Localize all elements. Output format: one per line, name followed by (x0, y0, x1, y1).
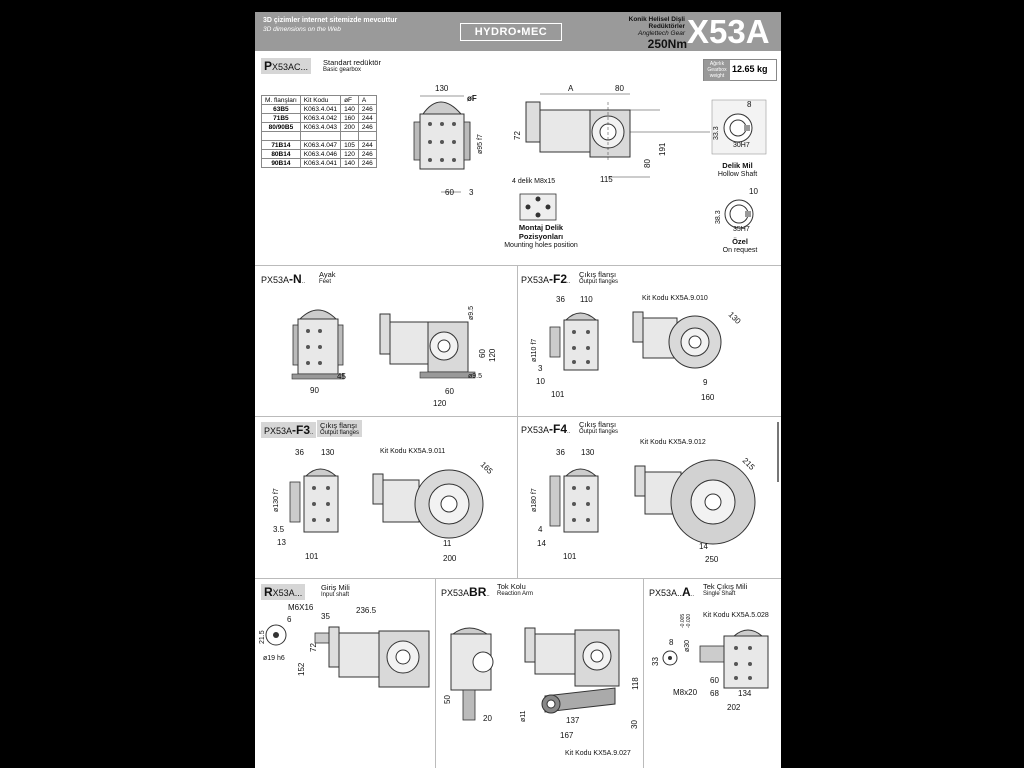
f2-front-drawing (550, 302, 610, 377)
single-dim-8: 8 (669, 638, 674, 647)
table-cell: K063.4.041 (300, 105, 340, 114)
basic-code: X53AC... (272, 62, 309, 72)
basic-title (323, 58, 381, 73)
arm-code: PX53A (441, 588, 470, 598)
table-cell (358, 132, 376, 141)
divider (517, 265, 518, 578)
f2-dim-9: 9 (703, 378, 708, 387)
table-cell: 140 (341, 105, 359, 114)
input-code-label (261, 584, 305, 600)
f4-dim-14b: 14 (699, 542, 708, 551)
f2-dim-36: 36 (556, 295, 565, 304)
type-en: Anglettech Gear (638, 30, 685, 37)
f2-dim-130: 130 (726, 310, 743, 326)
table-cell: 71B5 (262, 114, 301, 123)
basic-side-drawing (510, 82, 680, 192)
feet-dots: .. (301, 279, 306, 285)
type-tr-2: Redüktörler (648, 23, 685, 30)
table-cell: K063.4.046 (300, 150, 340, 159)
table-cell: 160 (341, 114, 359, 123)
table-cell (262, 132, 301, 141)
mounting-holes-drawing (518, 192, 558, 222)
f3-suffix: -F3 (292, 423, 311, 437)
hollow-dim-33: 33.3 (713, 126, 720, 140)
feet-dim-o95b: ø9.5 (468, 373, 483, 380)
f3-dim-11: 11 (443, 539, 452, 548)
table-row (262, 105, 377, 114)
table-header-row (262, 96, 377, 105)
f4-dim-215: 215 (740, 456, 757, 472)
special-title-en: On request (722, 247, 758, 254)
f2-title-en: Output flanges (579, 279, 619, 285)
feet-code-label (261, 272, 305, 286)
arm-suffix: BR (469, 585, 487, 599)
f2-dim-160: 160 (701, 393, 715, 402)
table-cell: 140 (341, 159, 359, 168)
f2-side-drawing (633, 302, 743, 382)
table-row (262, 132, 377, 141)
table-cell: 63B5 (262, 105, 301, 114)
f4-dim-4: 4 (538, 525, 543, 534)
table-cell: 120 (341, 150, 359, 159)
model-code: X53A (687, 13, 770, 50)
basic-code-prefix: P (264, 59, 273, 73)
input-dim-m6: M6X16 (288, 603, 314, 612)
dim-A: A (568, 84, 574, 93)
divider (255, 416, 781, 417)
f3-dim-130: 130 (321, 448, 335, 457)
table-cell: 80B14 (262, 150, 301, 159)
arm-title-tr: Tok Kolu (497, 582, 526, 591)
f2-dots: .. (567, 279, 571, 285)
f3-dim-36: 36 (295, 448, 304, 457)
table-header: øF (341, 96, 359, 105)
f3-dim-101: 101 (305, 552, 319, 561)
dim-72: 72 (513, 131, 522, 140)
single-dim-o30: ø30 (684, 639, 691, 652)
table-cell: 105 (341, 141, 359, 150)
special-dim-10: 10 (749, 187, 758, 196)
f4-dim-101: 101 (563, 552, 577, 561)
arm-front-drawing (443, 622, 503, 732)
table-header: Kit Kodu (300, 96, 340, 105)
table-cell (341, 132, 359, 141)
arm-kit: Kit Kodu KX5A.9.027 (565, 750, 631, 757)
arm-code-label (441, 585, 490, 599)
table-cell: K063.4.042 (300, 114, 340, 123)
table-cell: 71B14 (262, 141, 301, 150)
mounting-title-en: Mounting holes position (504, 242, 578, 249)
f4-suffix: -F4 (549, 422, 568, 436)
dim-o95: ø95 f7 (477, 134, 484, 154)
special-title-tr: Özel (732, 237, 748, 246)
divider (255, 265, 781, 266)
input-shaft-end-drawing (261, 620, 291, 650)
f2-dim-101: 101 (551, 390, 565, 399)
f4-dim-180f7: ø180 f7 (531, 488, 538, 512)
f2-code-label (521, 272, 570, 286)
table-header: M. flanşları (262, 96, 301, 105)
arm-dim-167: 167 (560, 731, 574, 740)
arm-dim-20: 20 (483, 714, 492, 723)
f3-front-drawing (290, 462, 350, 542)
single-dots: .. (690, 592, 695, 598)
f4-dim-36: 36 (556, 448, 565, 457)
feet-dim-o95: ø9.5 (468, 305, 475, 320)
feet-dim-60b: 60 (445, 387, 454, 396)
feet-code: PX53A (261, 275, 290, 285)
table-cell: 244 (358, 141, 376, 150)
feet-dim-60: 60 (478, 349, 487, 358)
table-row (262, 114, 377, 123)
f3-title-en: Output flanges (320, 430, 360, 436)
basic-title-en: Basic gearbox (323, 67, 362, 73)
hollow-caption (700, 162, 775, 179)
f4-dim-250: 250 (705, 555, 719, 564)
f4-title (579, 420, 618, 435)
table-header: A (358, 96, 376, 105)
hollow-title-en: Hollow Shaft (717, 171, 758, 178)
input-dim-236: 236.5 (356, 606, 377, 615)
single-title-tr: Tek Çıkış Mili (703, 582, 748, 591)
table-cell: K063.4.047 (300, 141, 340, 150)
arm-dots: .. (486, 592, 490, 598)
arm-title (497, 582, 533, 597)
f3-title-tr: Çıkış flanşı (320, 421, 358, 430)
input-dim-72: 72 (309, 643, 318, 652)
web-note-tr: 3D çizimler internet sitemizde mevcuttur (263, 17, 398, 24)
single-dim-60: 60 (710, 676, 719, 685)
divider (643, 578, 644, 768)
dim-80: 80 (615, 84, 624, 93)
torque-rating: 250Nm (647, 37, 687, 51)
f3-title (317, 420, 362, 437)
table-cell: 90B14 (262, 159, 301, 168)
weight-value: 12.65 kg (732, 64, 768, 74)
input-code-prefix: R (264, 585, 273, 599)
single-title (703, 582, 747, 597)
dim-115: 115 (600, 175, 613, 184)
single-shaft-end-drawing (660, 648, 680, 668)
f2-dim-110: 110 (580, 295, 593, 304)
single-dim-33: 33 (651, 657, 660, 666)
f3-dots: .. (310, 430, 314, 436)
f3-kit: Kit Kodu KX5A.9.011 (380, 448, 446, 455)
single-dim-202: 202 (727, 703, 741, 712)
f3-dim-13: 13 (277, 538, 286, 547)
scrollbar[interactable] (777, 422, 779, 482)
single-suffix: A (682, 585, 691, 599)
hollow-dim-8: 8 (747, 100, 752, 109)
table-cell: K063.4.043 (300, 123, 340, 132)
input-side-drawing (315, 617, 435, 707)
mounting-title-tr: Montaj Delik Pozisyonları (518, 223, 564, 241)
table-cell: K063.4.041 (300, 159, 340, 168)
dim-oF: øF (467, 94, 477, 103)
single-code-label (649, 585, 694, 599)
table-cell: 244 (358, 114, 376, 123)
f3-code: PX53A (264, 426, 293, 436)
special-dim-35: 35H7 (733, 226, 750, 233)
single-tol1: -0.005 (680, 613, 686, 628)
f4-dots: .. (567, 429, 571, 435)
dim-130: 130 (435, 84, 449, 93)
input-code: X53A... (272, 588, 303, 598)
single-code: PX53A.. (649, 588, 683, 598)
f3-dim-130f7: ø130 f7 (273, 488, 280, 512)
table-cell (300, 132, 340, 141)
f2-dim-110f7: ø110 f7 (531, 338, 538, 362)
special-caption (705, 238, 775, 255)
input-dim-35: 35 (321, 612, 330, 621)
table-cell: 246 (358, 123, 376, 132)
f4-front-drawing (550, 462, 610, 542)
arm-dim-137: 137 (566, 716, 580, 725)
f3-side-drawing (373, 460, 503, 550)
flange-table (261, 95, 377, 168)
table-cell: 80/90B5 (262, 123, 301, 132)
basic-title-tr: Standart redüktör (323, 58, 381, 67)
table-cell: 246 (358, 159, 376, 168)
f3-dim-165: 165 (478, 460, 495, 476)
single-kit: Kit Kodu KX5A.5.028 (703, 612, 769, 619)
input-title-en: Input shaft (321, 592, 350, 598)
arm-dim-118: 118 (631, 677, 640, 690)
f4-code-label (521, 422, 570, 436)
input-title-tr: Giriş Mili (321, 583, 350, 592)
f2-dim-10: 10 (536, 377, 545, 386)
arm-dim-30: 30 (630, 720, 639, 729)
feet-dim-90: 90 (310, 386, 319, 395)
table-row (262, 141, 377, 150)
table-cell: 246 (358, 150, 376, 159)
holes-label: 4 delik M8x15 (512, 178, 556, 185)
input-dim-6: 6 (287, 615, 292, 624)
table-row (262, 150, 377, 159)
mounting-caption (501, 224, 581, 250)
divider (435, 578, 436, 768)
dim-3: 3 (469, 188, 474, 197)
table-row (262, 123, 377, 132)
f4-title-en: Output flanges (579, 429, 619, 435)
arm-dim-50: 50 (443, 695, 452, 704)
table-cell: 200 (341, 123, 359, 132)
f2-title-tr: Çıkış flanşı (579, 270, 617, 279)
feet-title (319, 270, 336, 285)
single-dim-134: 134 (738, 689, 752, 698)
single-tol2: -0.020 (686, 613, 692, 628)
hollow-title-tr: Delik Mil (722, 161, 753, 170)
f3-code-label (261, 422, 316, 438)
input-dim-215: 21.5 (259, 630, 266, 644)
header-bar (255, 12, 781, 51)
arm-dim-o11: ø11 (520, 710, 527, 722)
f4-title-tr: Çıkış flanşı (579, 420, 617, 429)
special-dim-38: 38.3 (715, 210, 722, 224)
f3-dim-200: 200 (443, 554, 457, 563)
divider (255, 578, 781, 579)
weight-box (703, 59, 777, 81)
feet-title-tr: Ayak (319, 270, 336, 279)
f4-code: PX53A (521, 425, 550, 435)
web-note-en: 3D dimensions on the Web (263, 26, 341, 33)
single-title-en: Single Shaft (703, 591, 736, 597)
f2-dim-3: 3 (538, 364, 543, 373)
feet-suffix: -N (289, 272, 302, 286)
feet-title-en: Feet (319, 279, 332, 285)
f2-kit: Kit Kodu KX5A.9.010 (642, 295, 708, 302)
f4-kit: Kit Kodu KX5A.9.012 (640, 439, 706, 446)
input-dim-o19: ø19 h6 (263, 655, 285, 662)
input-title (321, 583, 350, 598)
hollow-dim-30: 30H7 (733, 142, 750, 149)
arm-title-en: Reaction Arm (497, 591, 534, 597)
f2-title (579, 270, 618, 285)
brand-logo: HYDRO•MEC (460, 23, 562, 41)
input-dim-152: 152 (297, 662, 306, 676)
table-cell: 246 (358, 105, 376, 114)
f4-dim-14: 14 (537, 539, 546, 548)
single-dim-68: 68 (710, 689, 719, 698)
arm-side-drawing (525, 618, 635, 728)
table-row (262, 159, 377, 168)
f3-dim-35: 3.5 (273, 525, 285, 534)
type-tr-1: Konik Helisel Dişli (628, 16, 685, 23)
feet-dim-120v: 120 (488, 348, 497, 362)
catalog-page (255, 12, 781, 768)
dim-80b: 80 (643, 159, 652, 168)
feet-dim-45: 45 (337, 372, 346, 381)
weight-label: Ağırlık Gearbox weight (704, 60, 730, 81)
feet-dim-120: 120 (433, 399, 447, 408)
single-dim-m8: M8x20 (673, 688, 698, 697)
basic-code-label (261, 58, 311, 74)
f2-suffix: -F2 (549, 272, 568, 286)
f4-dim-130: 130 (581, 448, 595, 457)
dim-60: 60 (445, 188, 454, 197)
f2-code: PX53A (521, 275, 550, 285)
dim-191: 191 (658, 142, 667, 156)
